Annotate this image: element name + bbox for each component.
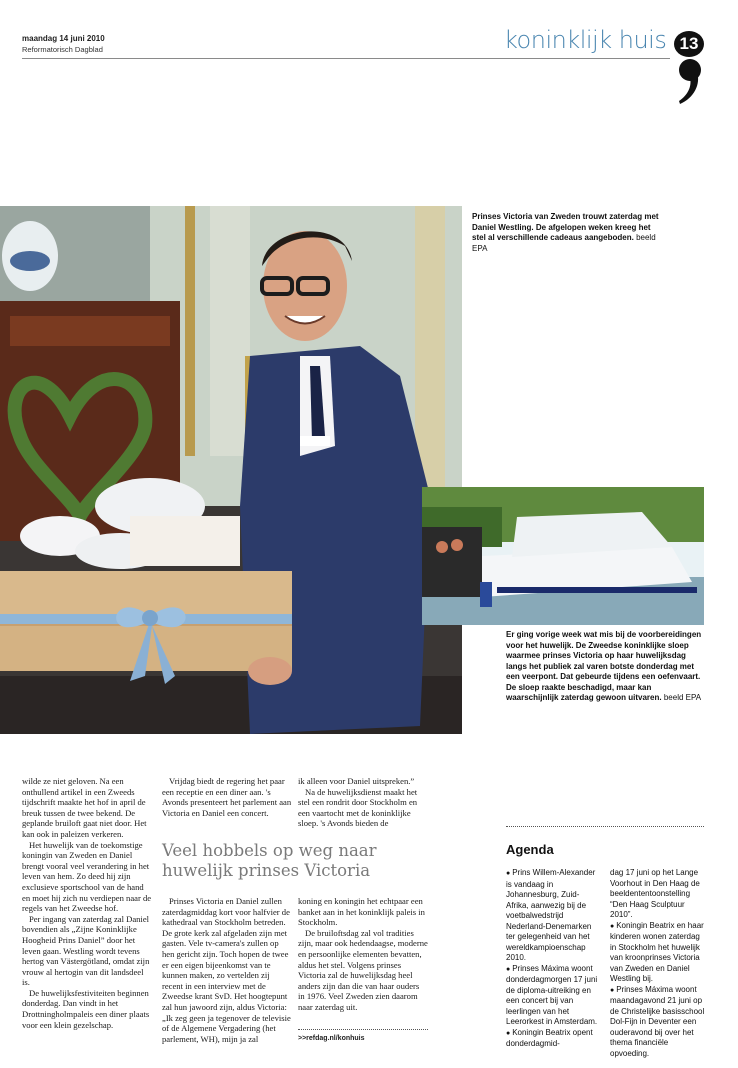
header-rule <box>22 58 670 59</box>
dotted-divider <box>298 1029 428 1030</box>
article-column-3-top <box>298 776 428 829</box>
agenda-column-2 <box>610 868 706 1059</box>
bullet-icon: ● <box>506 965 513 973</box>
article-column-1 <box>22 776 152 1030</box>
caption-boat-text: Er ging vorige week wat mis bij de voorbereidingen voor het huwelijk. De Zweedse koninklijke sloep waarmee prinses Victoria op haar huwelijksdag langs het publiek zal varen botste donderdag met een veerpont. Dat gebeurde tijdens een oefenvaart. De sloep raakte beschadigd, maar kan waarschijnlijk zaterdag gewoon uitvaren. <box>506 630 702 702</box>
bullet-icon: ● <box>610 986 617 994</box>
paragraph: Het huwelijk van de toekomstige koningin van Zweden en Daniel brengt vooral veel verandering in het leven van hem. Zo deed hij zijn exclusieve sportschool van de hand en moet hij zich nu verdiepen naar de regels van het Zweedse hof. <box>22 839 152 914</box>
caption-boat-credit: beeld EPA <box>663 693 702 702</box>
page-number: 13 <box>674 31 704 57</box>
caption-boat-photo <box>506 630 706 704</box>
paragraph: koning en koningin het echtpaar een banket aan in het koninklijk paleis in Stockholm. <box>298 896 425 928</box>
agenda-item-continued: dag 17 juni op het Lange Voorhout in Den Haag de beeldententoonstelling “Den Haag Sculptuur 2010”. <box>610 868 700 919</box>
agenda-item: ● Koningin Beatrix en haar kinderen wonen zaterdag in Stockholm het huwelijk van kroonprinses Victoria van Zweden en Daniel Westling bij. <box>610 920 704 983</box>
agenda-item: ● Koningin Beatrix opent donderdagmid- <box>506 1027 593 1048</box>
paragraph: Vrijdag biedt de regering het paar een receptie en een diner aan. 's Avonds presenteert het parlement aan Victoria en Daniel een concert. <box>162 776 292 818</box>
agenda-title: Agenda <box>506 842 554 857</box>
agenda-dotted-divider <box>506 826 704 827</box>
article-column-2-top <box>162 776 292 818</box>
paragraph: De huwelijksfestiviteiten beginnen donderdag. Dan vindt in het Drottningholmpaleis een diner plaats voor een klein gezelschap. <box>22 987 150 1030</box>
article-headline: Veel hobbels op weg naar huwelijk prinses Victoria <box>162 841 377 880</box>
agenda-column-1 <box>506 868 602 1050</box>
newspaper-name: Reformatorisch Dagblad <box>22 45 103 54</box>
section-title: koninklijk huis <box>504 26 667 54</box>
caption-main-text: Prinses Victoria van Zweden trouwt zaterdag met Daniel Westling. De afgelopen weken kreeg het stel al verschillende cadeaus aangeboden. <box>472 212 659 242</box>
boat-photo <box>422 487 704 625</box>
agenda-item: ● Prinses Máxima woont donderdagmorgen 17 juni de diploma-uitreiking en een concert bij van leerlingen van het Leerorkest in Amsterdam. <box>506 963 598 1026</box>
paragraph: ik alleen voor Daniel uitspreken.” <box>298 776 415 786</box>
bullet-icon: ● <box>610 922 617 930</box>
agenda-item: ● Prinses Máxima woont maandagavond 21 juni op de Christelijke basisschool Dol-Fijn in Deventer een ouderavond bij over het thema financiële opvoeding. <box>610 984 705 1058</box>
comma-logo-icon <box>676 58 704 106</box>
bullet-icon: ● <box>506 870 513 877</box>
paragraph: De bruiloftsdag zal vol tradities zijn, maar ook hedendaagse, moderne en persoonlijke elementen bevatten, aldus het stel. Volgens prinses Victoria zal de huwelijksdag heel anders zijn dan die van haar ouders in 1976. Veel Zweden zien daarom naar zaterdag uit. <box>298 927 428 1012</box>
bullet-icon: ● <box>506 1029 513 1037</box>
caption-main-photo <box>472 212 662 254</box>
paragraph: Na de huwelijksdienst maakt het stel een rondrit door Stockholm en een vaartocht met de koninklijke sloep. 's Avonds bieden de <box>298 786 418 829</box>
article-column-3-bottom <box>298 896 428 1013</box>
main-photo <box>0 206 462 734</box>
issue-date: maandag 14 juni 2010 <box>22 34 105 43</box>
article-column-2-bottom <box>162 896 292 1044</box>
paragraph: Prinses Victoria en Daniel zullen zaterdagmiddag kort voor halfvier de kathedraal van Stockholm betreden. De grote kerk zal afgeladen zijn met gasten. Vele tv-camera's zullen op hen gericht zijn. Toch hopen de twee er een eigen bijeenkomst van te kunnen maken, zo vertelden zij recent in een interview met de Zweedse krant SvD. Het hoogtepunt zal hun jawoord zijn, aldus Victoria: „Ik zeg geen ja tegenover de televisie of de Algemene Vergadering (het parlement, WH), mijn ja zal <box>162 896 291 1044</box>
agenda-item: ● Prins Willem-Alexander is vandaag in Johannesburg, Zuid-Afrika, aanwezig bij de voetbalwedstrijd Nederland-Denemarken ter gelegenheid van het wereldkampioenschap 2010. <box>506 868 596 962</box>
paragraph: wilde ze niet geloven. Na een onthullend artikel in een Zweeds tijdschrift maakte het hof in april de breuk tussen de twee bekend. De geplande bruiloft gaat niet door. Het kan ook in paleizen verkeren. <box>22 776 147 839</box>
web-link[interactable]: >>refdag.nl/konhuis <box>298 1035 365 1042</box>
caption-main-credit: beeld EPA <box>472 233 656 253</box>
paragraph: Per ingang van zaterdag zal Daniel bovendien als „Zijne Koninklijke Hoogheid Prins Daniel” door het leven gaan. Westling wordt tevens hertog van Västergötland, omdat zijn vrouw al hertogin van dit landsdeel is. <box>22 913 150 988</box>
